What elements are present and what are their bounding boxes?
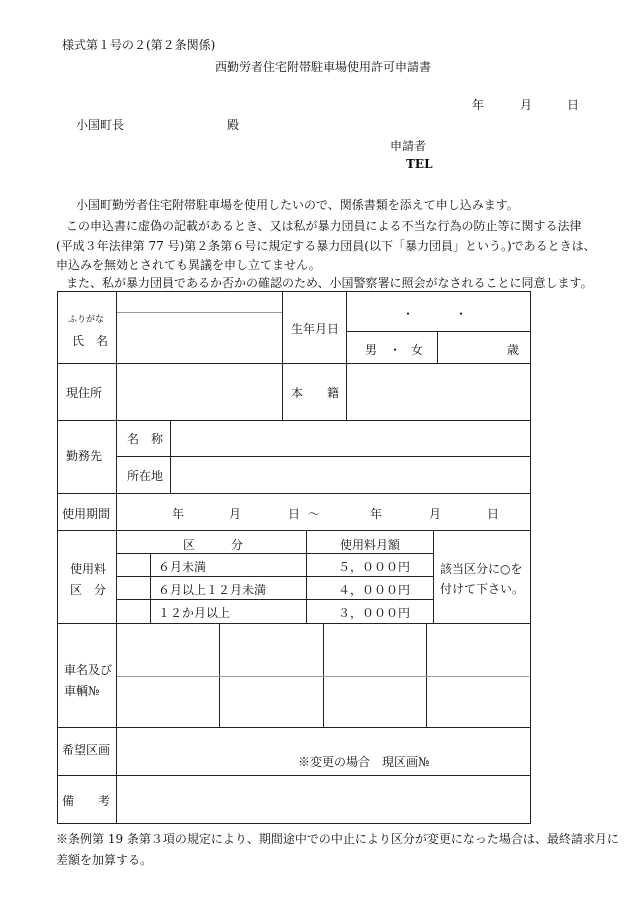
space-field[interactable] (118, 728, 288, 774)
vehicle-number-field[interactable] (118, 678, 218, 726)
vehicle-name-field[interactable] (118, 624, 218, 675)
footnote-line-1: ※条例第 19 条第３項の規定により、期間途中での中止により区分が変更になった場合は、最終請求月に (56, 832, 619, 846)
date-day-label: 日 (567, 98, 580, 112)
age-unit: 歳 (507, 343, 520, 357)
birthdate-separator-2: ・ (455, 307, 468, 321)
workplace-location-label: 所在地 (127, 469, 164, 483)
fee-amount: ５，０００円 (338, 560, 411, 574)
fee-category: １２か月以上 (158, 606, 231, 620)
remarks-label: 備 考 (62, 794, 111, 808)
birthdate-separator-1: ・ (402, 307, 415, 321)
addressee: 小国町長 (76, 118, 125, 132)
gender-male-option[interactable]: 男 (365, 343, 378, 357)
fee-amount: ３，０００円 (338, 606, 411, 620)
period-end-day: 日 (487, 507, 500, 521)
vehicle-label-line-2: 車輌№ (64, 684, 100, 698)
domicile-label: 本 籍 (291, 386, 340, 400)
furigana-field[interactable] (118, 292, 281, 311)
workplace-name-field[interactable] (172, 421, 529, 455)
age-field[interactable] (439, 332, 499, 362)
date-month-label: 月 (520, 98, 533, 112)
period-tilde: ～ (308, 507, 321, 521)
page-title: 西勤労者住宅附帯駐車場使用許可申請書 (215, 60, 432, 74)
name-label: 氏 名 (72, 334, 109, 348)
period-start-month: 月 (229, 507, 242, 521)
period-start-year: 年 (172, 507, 185, 521)
birthdate-field[interactable] (347, 292, 529, 330)
space-change-note: ※変更の場合 現区画№ (298, 755, 430, 769)
fee-amount: ４，０００円 (338, 583, 411, 597)
remarks-field[interactable] (118, 777, 529, 822)
paragraph-3: また、私が暴力団員であるか否かの確認のため、小国警察署に照会がなされることに同意します。 (66, 276, 593, 290)
furigana-label: ふりがな (68, 315, 105, 325)
date-year-label: 年 (472, 98, 485, 112)
paragraph-2-line-2: (平成３年法律第 77 号)第２条第６号に規定する暴力団員(以下「暴力団員」という。)であるときは、 (56, 239, 596, 253)
paragraph-2-line-3: 申込みを無効とされても異議を申し立てません。 (56, 258, 321, 272)
period-end-month: 月 (429, 507, 442, 521)
fee-note-line-1: 該当区分に○を (440, 562, 523, 576)
gender-separator: ・ (389, 343, 402, 357)
birthdate-label: 生年月日 (291, 322, 340, 336)
name-field[interactable] (118, 314, 281, 362)
workplace-label: 勤務先 (66, 449, 103, 463)
gender-female-option[interactable]: 女 (411, 343, 424, 357)
tel-label: TEL (406, 157, 433, 171)
form-number: 様式第１号の２(第２条関係) (62, 38, 216, 52)
fee-label-line-1: 使用料 (70, 562, 107, 576)
fee-category: ６月未満 (158, 560, 207, 574)
period-end-year: 年 (370, 507, 383, 521)
vehicle-label-line-1: 車名及び (64, 663, 113, 677)
footnote-line-2: 差額を加算する。 (56, 853, 153, 867)
workplace-name-label: 名 称 (127, 432, 164, 446)
fee-header-amount: 使用料月額 (340, 538, 401, 552)
paragraph-2-line-1: この申込書に虚偽の記載があるとき、又は私が暴力団員による不当な行為の防止等に関する法律 (66, 219, 582, 233)
paragraph-1: 小国町勤労者住宅附帯駐車場を使用したいので、関係書類を添えて申し込みます。 (76, 198, 519, 212)
fee-label-line-2: 区 分 (70, 583, 107, 597)
fee-category: ６月以上１２月未満 (158, 583, 267, 597)
fee-note-line-2: 付けて下さい。 (440, 582, 525, 596)
space-label: 希望区画 (62, 743, 111, 757)
fee-header-category: 区 分 (183, 538, 244, 552)
workplace-location-field[interactable] (172, 458, 529, 492)
period-label: 使用期間 (62, 507, 111, 521)
address-field[interactable] (118, 364, 281, 419)
applicant-label: 申請者 (390, 139, 427, 153)
address-label: 現住所 (66, 386, 103, 400)
domicile-field[interactable] (347, 364, 529, 419)
period-start-day: 日 (288, 507, 301, 521)
honorific: 殿 (227, 118, 240, 132)
